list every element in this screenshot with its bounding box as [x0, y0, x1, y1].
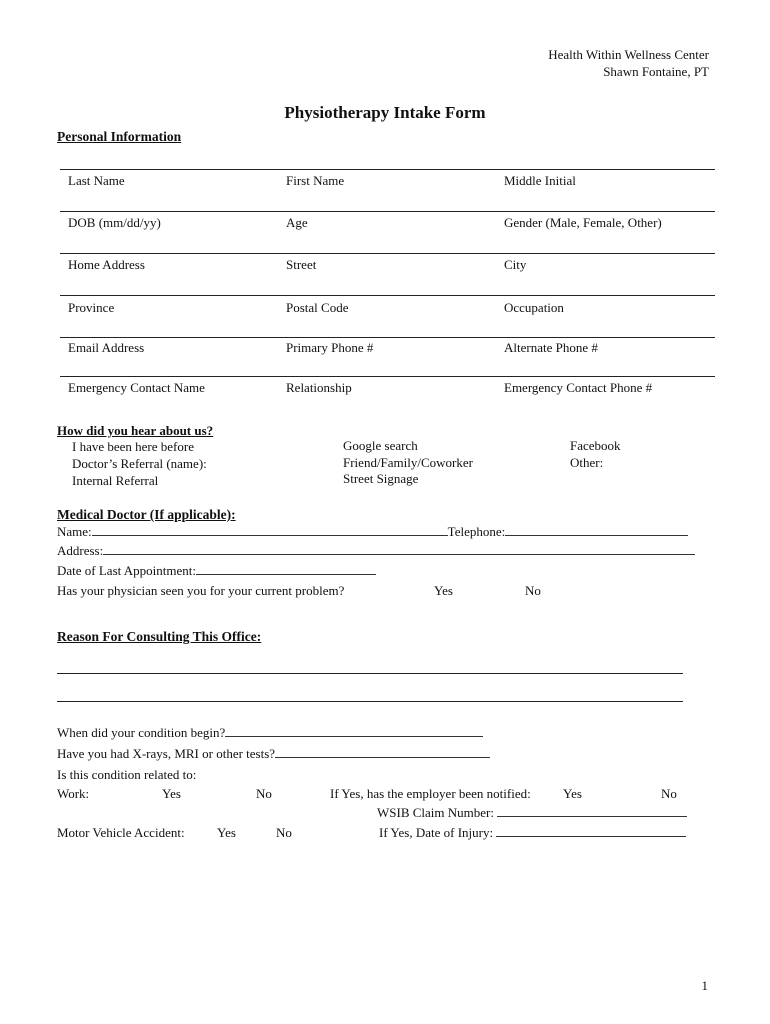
doctor-name-row — [57, 524, 688, 540]
condition-begin-field[interactable] — [225, 725, 483, 737]
mva-yes[interactable]: Yes — [217, 825, 236, 840]
condition-related-label: Is this condition related to: — [57, 767, 197, 782]
work-yes[interactable]: Yes — [162, 786, 181, 801]
field-label-occupation: Occupation — [504, 300, 564, 315]
last-appointment-label: Date of Last Appointment: — [57, 563, 197, 578]
reason-line-2[interactable] — [57, 701, 683, 702]
wsib-field[interactable] — [497, 805, 687, 817]
tests-field[interactable] — [275, 746, 490, 758]
field-label-street: Street — [286, 257, 317, 272]
doctor-address-field[interactable] — [103, 543, 695, 555]
field-label-primary-phone: Primary Phone # — [286, 340, 374, 355]
hear-option[interactable]: I have been here before — [72, 439, 194, 454]
row-divider — [60, 169, 715, 170]
field-label-email: Email Address — [68, 340, 145, 355]
hear-option[interactable]: Internal Referral — [72, 473, 159, 488]
tests-row — [57, 746, 490, 762]
field-label-province: Province — [68, 300, 115, 315]
provider-name: Shawn Fontaine, PT — [603, 64, 709, 79]
personal-info-heading: Personal Information — [57, 129, 182, 144]
doctor-telephone-field[interactable] — [505, 524, 688, 536]
field-label-last-name: Last Name — [68, 173, 125, 188]
field-label-alternate-phone: Alternate Phone # — [504, 340, 598, 355]
injury-date-label: If Yes, Date of Injury: — [379, 825, 494, 840]
page-number: 1 — [701, 978, 708, 993]
hear-option[interactable]: Other: — [570, 455, 604, 470]
reason-line-1[interactable] — [57, 673, 683, 674]
form-title: Physiotherapy Intake Form — [284, 103, 486, 122]
mva-label: Motor Vehicle Accident: — [57, 825, 185, 840]
mva-no[interactable]: No — [276, 825, 292, 840]
reason-heading: Reason For Consulting This Office: — [57, 629, 262, 644]
wsib-label: WSIB Claim Number: — [377, 805, 494, 820]
physician-seen-no[interactable]: No — [525, 583, 541, 598]
field-label-postal-code: Postal Code — [286, 300, 349, 315]
employer-no[interactable]: No — [661, 786, 677, 801]
row-divider — [60, 253, 715, 254]
physician-seen-yes[interactable]: Yes — [434, 583, 453, 598]
employer-notified-question: If Yes, has the employer been notified: — [330, 786, 531, 801]
row-divider — [60, 295, 715, 296]
injury-date-field[interactable] — [496, 825, 686, 837]
field-label-gender: Gender (Male, Female, Other) — [504, 215, 662, 230]
field-label-emergency-phone: Emergency Contact Phone # — [504, 380, 653, 395]
last-appointment-row — [57, 563, 376, 579]
doctor-address-row — [57, 543, 695, 559]
row-divider — [60, 211, 715, 212]
physician-seen-question: Has your physician seen you for your current problem? — [57, 583, 345, 598]
doctor-name-label: Name: — [57, 524, 92, 539]
tests-label: Have you had X-rays, MRI or other tests? — [57, 746, 276, 761]
field-label-middle-initial: Middle Initial — [504, 173, 576, 188]
row-divider — [60, 337, 715, 338]
org-name: Health Within Wellness Center — [548, 47, 709, 62]
field-label-relationship: Relationship — [286, 380, 352, 395]
hear-option[interactable]: Facebook — [570, 438, 621, 453]
field-label-emergency-contact: Emergency Contact Name — [68, 380, 205, 395]
wsib-row — [377, 805, 687, 821]
field-label-age: Age — [286, 215, 308, 230]
field-label-city: City — [504, 257, 527, 272]
hear-option[interactable]: Street Signage — [343, 471, 419, 486]
injury-date-row — [379, 825, 686, 841]
field-label-first-name: First Name — [286, 173, 345, 188]
doctor-telephone-label: Telephone: — [447, 524, 506, 539]
employer-yes[interactable]: Yes — [563, 786, 582, 801]
hear-heading: How did you hear about us? — [57, 423, 214, 438]
doctor-address-label: Address: — [57, 543, 104, 558]
doctor-heading: Medical Doctor (If applicable): — [57, 507, 236, 522]
last-appointment-field[interactable] — [196, 563, 376, 575]
field-label-home-address: Home Address — [68, 257, 145, 272]
doctor-name-field[interactable] — [92, 524, 448, 536]
hear-option[interactable]: Doctor’s Referral (name): — [72, 456, 207, 471]
work-label: Work: — [57, 786, 90, 801]
condition-begin-row — [57, 725, 483, 741]
row-divider — [60, 376, 715, 377]
work-no[interactable]: No — [256, 786, 272, 801]
condition-begin-label: When did your condition begin? — [57, 725, 226, 740]
hear-option[interactable]: Friend/Family/Coworker — [343, 455, 473, 470]
hear-option[interactable]: Google search — [343, 438, 418, 453]
field-label-dob: DOB (mm/dd/yy) — [68, 215, 161, 230]
